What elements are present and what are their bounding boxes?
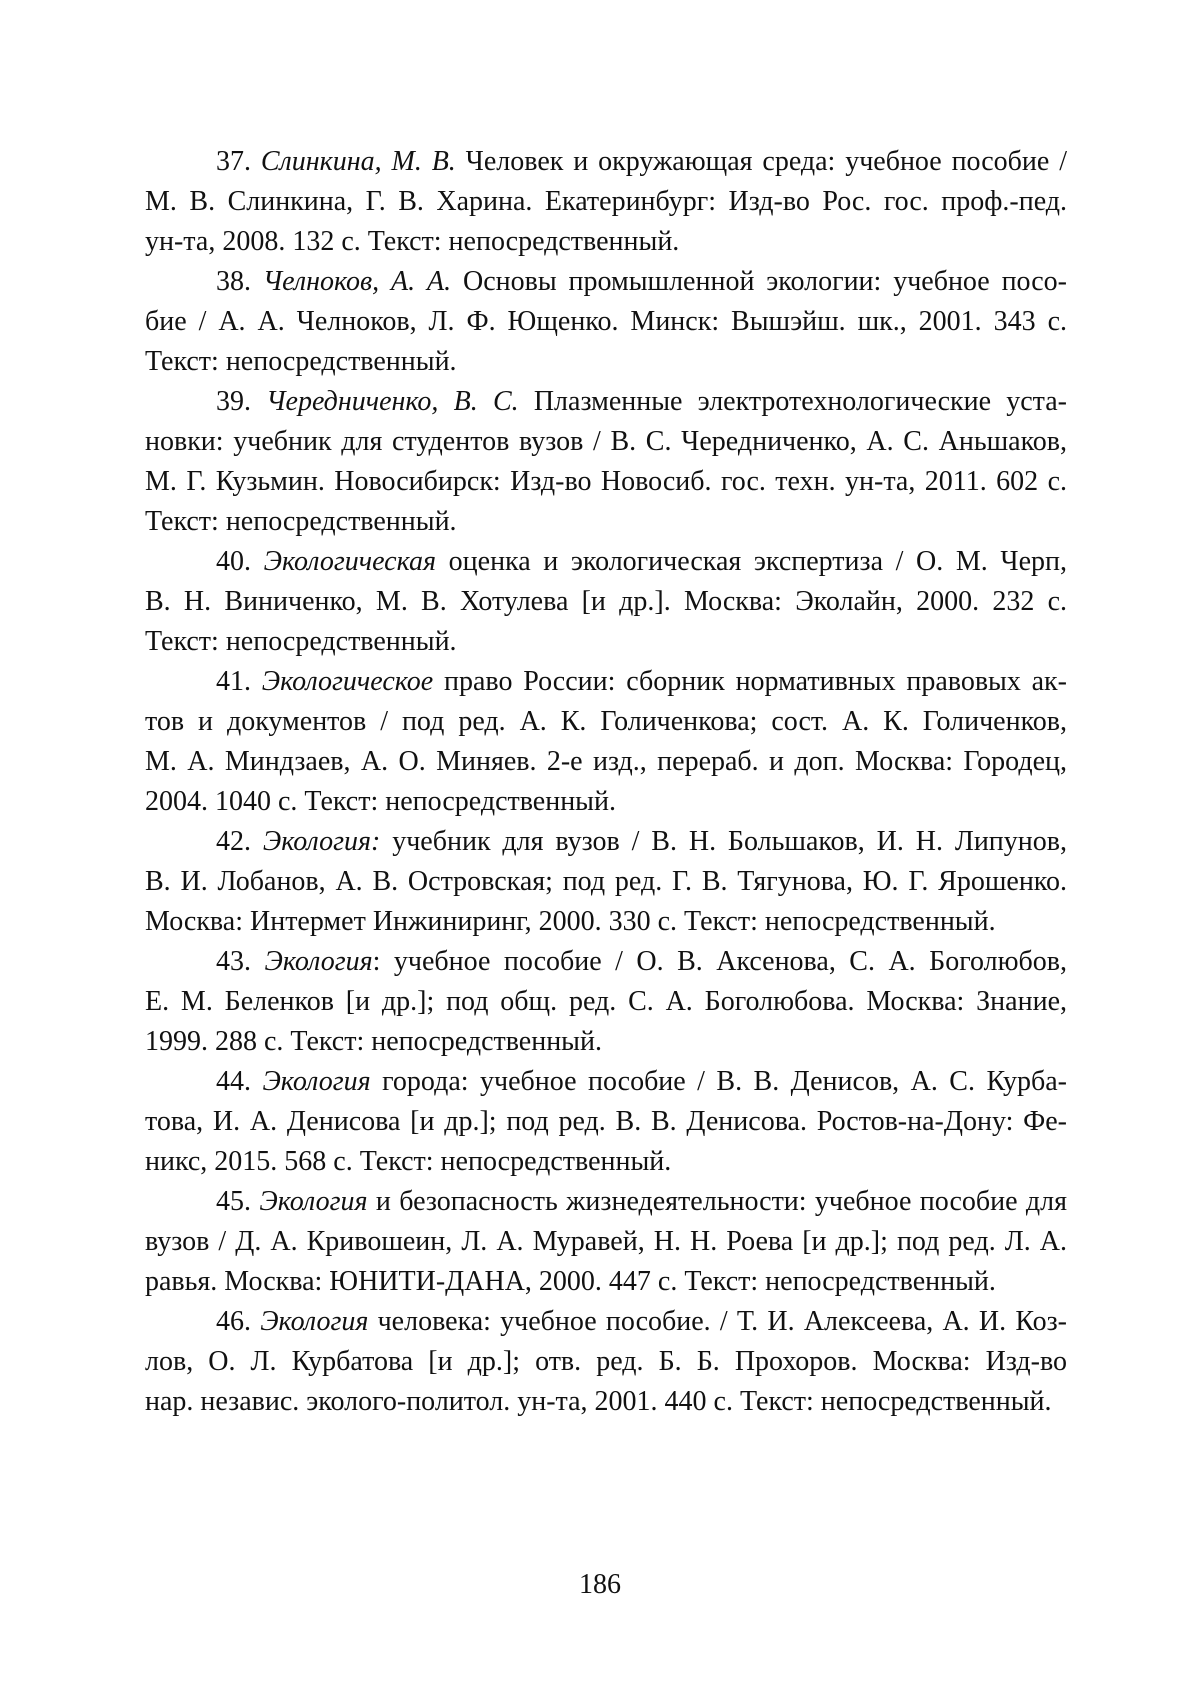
reference-line xyxy=(145,1262,1067,1302)
reference-text: оценка и экологическая экспертиза / О. М. Черп, xyxy=(436,546,1067,577)
reference-text: 2004. 1040 с. Текст: непосредственный. xyxy=(145,786,616,817)
reference-text: Текст: непосредственный. xyxy=(145,506,457,537)
reference-line xyxy=(145,622,1067,662)
reference-line xyxy=(145,1142,1067,1182)
reference-text: тов и документов / под ред. А. К. Голиченкова; сост. А. К. Голиченков, xyxy=(145,706,1067,737)
reference-line xyxy=(145,782,1067,822)
reference-text: Текст: непосредственный. xyxy=(145,346,457,377)
reference-text: и безопасность жизнедеятельности: учебное пособие для xyxy=(368,1186,1067,1217)
reference-text: М. Г. Кузьмин. Новосибирск: Изд-во Новосиб. гос. техн. ун-та, 2011. 602 с. xyxy=(145,466,1067,497)
reference-text: нар. независ. эколого-политол. ун-та, 2001. 440 с. Текст: непосредственный. xyxy=(145,1386,1052,1417)
reference-line xyxy=(145,942,1067,982)
reference-author-italic: Экология xyxy=(262,1066,370,1097)
reference-text: города: учебное пособие / В. В. Денисов, А. С. Курба- xyxy=(371,1066,1067,1097)
reference-text: Текст: непосредственный. xyxy=(145,626,457,657)
reference-text: бие / А. А. Челноков, Л. Ф. Ющенко. Минск: Вышэйш. шк., 2001. 343 с. xyxy=(145,306,1067,337)
reference-text: ун-та, 2008. 132 с. Текст: непосредственный. xyxy=(145,226,679,257)
reference-author-italic: Экологическая xyxy=(264,546,436,577)
reference-number: 42. xyxy=(216,826,251,857)
reference-text: человека: учебное пособие. / Т. И. Алексеева, А. И. Коз- xyxy=(368,1306,1067,1337)
reference-author-italic: Экология xyxy=(260,1306,368,1337)
reference-entry xyxy=(145,142,1067,262)
reference-list xyxy=(145,142,1067,1422)
reference-line xyxy=(145,1302,1067,1342)
reference-line xyxy=(145,662,1067,702)
reference-text: М. А. Миндзаев, А. О. Миняев. 2-е изд., перераб. и доп. Москва: Городец, xyxy=(145,746,1067,777)
reference-entry xyxy=(145,662,1067,822)
reference-text: вузов / Д. А. Кривошеин, Л. А. Муравей, Н. Н. Роева [и др.]; под ред. Л. А. xyxy=(145,1226,1067,1262)
reference-author-italic: Чередниченко, В. С. xyxy=(266,386,518,417)
reference-line xyxy=(145,1182,1067,1222)
reference-text: Е. М. Беленков [и др.]; под общ. ред. С. А. Боголюбова. Москва: Знание, xyxy=(145,986,1067,1017)
reference-line xyxy=(145,1342,1067,1382)
reference-line xyxy=(145,1222,1067,1262)
reference-text: учебник для вузов / В. Н. Большаков, И. Н. Липунов, xyxy=(380,826,1067,857)
reference-text: право России: сборник нормативных правовых ак- xyxy=(433,666,1067,697)
reference-line xyxy=(145,222,1067,262)
reference-line xyxy=(145,422,1067,462)
reference-number: 43. xyxy=(216,946,251,977)
reference-text: М. В. Слинкина, Г. В. Харина. Екатеринбург: Изд-во Рос. гос. проф.-пед. xyxy=(145,186,1067,217)
reference-line xyxy=(145,982,1067,1022)
reference-entry xyxy=(145,1062,1067,1182)
reference-text: лов, О. Л. Курбатова [и др.]; отв. ред. Б. Б. Прохоров. Москва: Изд-во xyxy=(145,1346,1067,1382)
reference-line xyxy=(145,862,1067,902)
reference-line xyxy=(145,262,1067,302)
reference-line xyxy=(145,342,1067,382)
reference-entry xyxy=(145,942,1067,1062)
reference-line xyxy=(145,1382,1067,1422)
reference-number: 46. xyxy=(216,1306,251,1337)
reference-entry xyxy=(145,822,1067,942)
reference-text: : учебное пособие / О. В. Аксенова, С. А. Боголюбов, xyxy=(373,946,1067,977)
reference-number: 44. xyxy=(216,1066,251,1097)
reference-entry xyxy=(145,262,1067,382)
reference-line xyxy=(145,382,1067,422)
reference-text: В. Н. Виниченко, М. В. Хотулева [и др.]. Москва: Эколайн, 2000. 232 с. xyxy=(145,586,1067,617)
reference-text: Человек и окружающая среда: учебное пособие / xyxy=(456,146,1067,177)
reference-text: това, И. А. Денисова [и др.]; под ред. В. В. Денисова. Ростов-на-Дону: Фе- xyxy=(145,1106,1067,1137)
reference-line xyxy=(145,702,1067,742)
reference-line xyxy=(145,1022,1067,1062)
reference-line xyxy=(145,902,1067,942)
reference-line xyxy=(145,502,1067,542)
reference-line xyxy=(145,462,1067,502)
reference-text: 1999. 288 с. Текст: непосредственный. xyxy=(145,1026,602,1057)
reference-line xyxy=(145,142,1067,182)
reference-number: 40. xyxy=(216,546,251,577)
reference-entry xyxy=(145,1182,1067,1302)
reference-line xyxy=(145,742,1067,782)
page-number: 186 xyxy=(0,1565,1200,1605)
reference-line xyxy=(145,822,1067,862)
reference-author-italic: Экология xyxy=(259,1186,367,1217)
reference-line xyxy=(145,302,1067,342)
reference-text: Основы промышленной экологии: учебное посо- xyxy=(451,266,1067,297)
reference-line xyxy=(145,1062,1067,1102)
reference-author-italic: Экология xyxy=(264,946,372,977)
reference-entry xyxy=(145,382,1067,542)
reference-entry xyxy=(145,1302,1067,1422)
reference-text: Москва: Интермет Инжиниринг, 2000. 330 с. Текст: непосредственный. xyxy=(145,906,996,937)
reference-number: 45. xyxy=(216,1186,251,1217)
reference-line xyxy=(145,582,1067,622)
reference-entry xyxy=(145,542,1067,662)
reference-text: новки: учебник для студентов вузов / В. С. Чередниченко, А. С. Аньшаков, xyxy=(145,426,1067,457)
reference-number: 39. xyxy=(216,386,251,417)
reference-author-italic: Слинкина, М. В. xyxy=(261,146,456,177)
reference-author-italic: Экология: xyxy=(263,826,380,857)
reference-line xyxy=(145,1102,1067,1142)
reference-number: 38. xyxy=(216,266,251,297)
reference-text: равья. Москва: ЮНИТИ-ДАНА, 2000. 447 с. Текст: непосредственный. xyxy=(145,1266,996,1297)
reference-author-italic: Челноков, А. А. xyxy=(263,266,451,297)
reference-author-italic: Экологическое xyxy=(262,666,433,697)
reference-number: 37. xyxy=(216,146,251,177)
reference-line xyxy=(145,542,1067,582)
reference-text: Плазменные электротехнологические уста- xyxy=(519,386,1067,417)
reference-line xyxy=(145,182,1067,222)
reference-text: никс, 2015. 568 с. Текст: непосредственный. xyxy=(145,1146,671,1177)
reference-text: В. И. Лобанов, А. В. Островская; под ред. Г. В. Тягунова, Ю. Г. Ярошенко. xyxy=(145,866,1067,897)
reference-number: 41. xyxy=(216,666,251,697)
